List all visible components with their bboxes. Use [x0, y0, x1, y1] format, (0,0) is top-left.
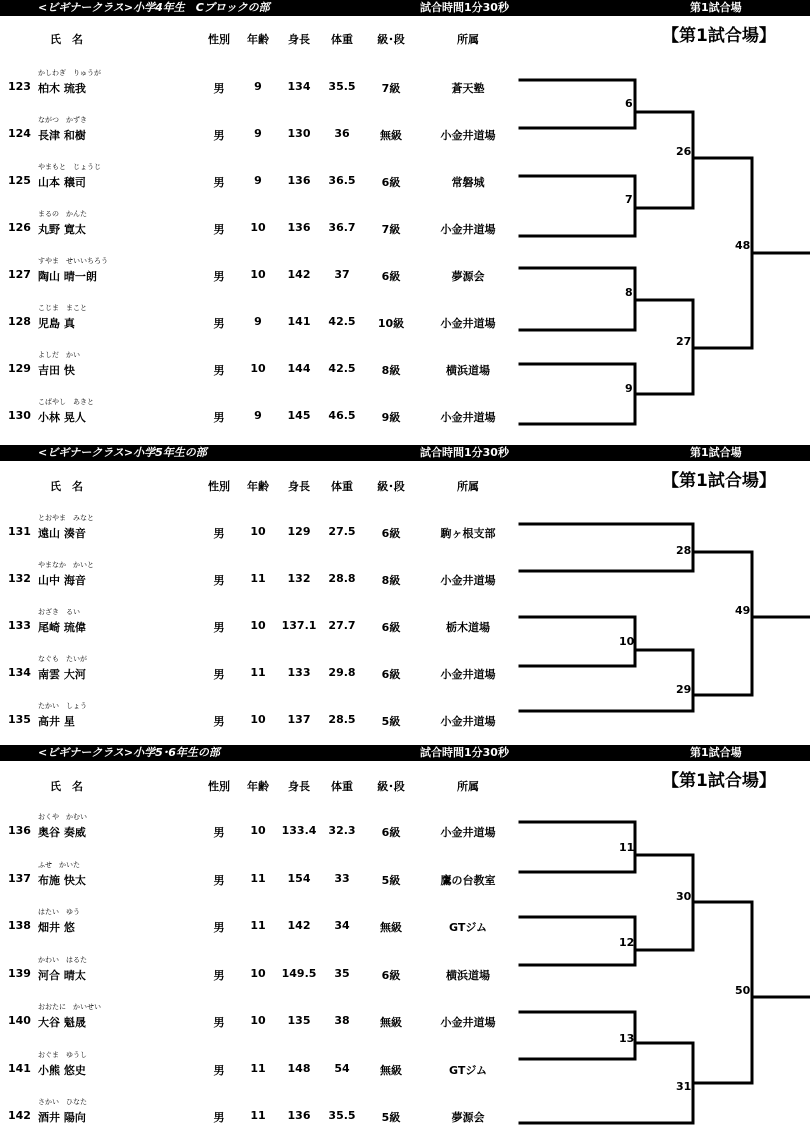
match-number: 6: [625, 97, 633, 110]
entry-gender: 男: [213, 129, 225, 142]
header-rank: 級･段: [377, 33, 405, 46]
entry-height: 133: [287, 666, 311, 679]
entry-weight: 35.5: [328, 80, 356, 93]
entry-rank: 5級: [381, 873, 401, 887]
entry-number: 133: [8, 619, 31, 632]
entry-affiliation: 横浜道場: [446, 968, 490, 982]
entry-rank: 5級: [381, 1111, 401, 1124]
entry-name: 南雲 大河: [38, 668, 86, 681]
header-affiliation: 所属: [457, 780, 479, 793]
entry-age: 10: [250, 966, 266, 980]
entry-name: 吉田 快: [38, 364, 75, 377]
entry-furigana: まるの かんた: [38, 210, 87, 218]
entry-age: 10: [250, 713, 266, 726]
match-number: 31: [676, 1080, 692, 1093]
entry-number: 138: [8, 919, 31, 932]
entry-rank: 6級: [381, 176, 401, 189]
entry-age: 9: [254, 174, 262, 187]
entry-furigana: おおたに かいせい: [38, 1003, 101, 1011]
entry-name: 尾崎 琉偉: [38, 621, 86, 634]
entry-age: 10: [250, 362, 266, 375]
entry-name: 児島 真: [38, 317, 75, 330]
match-number: 11: [619, 841, 635, 854]
match-number: 50: [735, 984, 751, 997]
entry-height: 134: [287, 80, 311, 93]
entry-weight: 36: [334, 127, 350, 140]
entry-weight: 27.5: [328, 525, 356, 538]
entry-gender: 男: [213, 621, 225, 634]
section-title: <ビギナークラス>小学4年生 Cブロックの部: [38, 1, 270, 14]
header-rank: 級･段: [377, 480, 405, 493]
header-name: 氏 名: [50, 480, 83, 493]
entry-age: 10: [250, 268, 266, 281]
entry-age: 9: [254, 80, 262, 93]
bracket: [0, 445, 810, 745]
entry-height: 133.4: [281, 824, 317, 837]
entry-age: 10: [250, 824, 266, 837]
entry-height: 149.5: [281, 966, 317, 980]
entry-age: 11: [250, 871, 266, 885]
entry-furigana: さかい ひなた: [38, 1098, 87, 1106]
entry-furigana: すやま せいいちろう: [38, 257, 108, 265]
arena-label: 【第1試合場】: [662, 771, 776, 791]
header-affiliation: 所属: [457, 480, 479, 493]
header-age: 年齢: [247, 780, 269, 793]
bracket: [0, 0, 810, 445]
entry-rank: 6級: [381, 968, 401, 982]
entry-rank: 6級: [381, 826, 401, 839]
entry-weight: 36.5: [328, 174, 356, 187]
entry-age: 11: [250, 572, 266, 585]
entry-furigana: かしわぎ りゅうが: [38, 69, 101, 77]
entry-weight: 54: [334, 1061, 350, 1075]
header-affiliation: 所属: [457, 33, 479, 46]
match-number: 12: [619, 936, 635, 949]
match-time: 試合時間1分30秒: [420, 1, 509, 14]
entry-number: 125: [8, 174, 31, 187]
entry-height: 135: [287, 1014, 311, 1027]
header-gender: 性別: [208, 780, 230, 793]
entry-number: 141: [8, 1061, 31, 1075]
entry-name: 山本 穣司: [38, 176, 86, 189]
entry-name: 柏木 琉我: [38, 82, 86, 95]
entry-furigana: おくや かむい: [38, 813, 87, 821]
arena-label: 【第1試合場】: [662, 26, 776, 46]
header-weight: 体重: [331, 780, 353, 793]
entry-affiliation: 鷹の台教室: [440, 873, 496, 887]
entry-furigana: おざき るい: [38, 608, 80, 616]
entry-height: 137: [287, 713, 311, 726]
entry-name: 布施 快太: [38, 873, 86, 887]
match-number: 8: [625, 286, 633, 299]
entry-gender: 男: [213, 826, 225, 839]
entry-gender: 男: [213, 317, 225, 330]
entry-age: 10: [250, 1014, 266, 1027]
entry-affiliation: 小金井道場: [440, 317, 496, 330]
match-time: 試合時間1分30秒: [420, 446, 509, 459]
entry-affiliation: 小金井道場: [440, 129, 496, 142]
entry-furigana: ながつ かずき: [38, 116, 87, 124]
match-number: 26: [676, 145, 692, 158]
entry-furigana: こばやし あきと: [38, 398, 94, 406]
entry-age: 9: [254, 409, 262, 422]
entry-furigana: やまなか かいと: [38, 561, 94, 569]
entry-gender: 男: [213, 1016, 225, 1029]
entry-gender: 男: [213, 411, 225, 424]
arena-label-small: 第1試合場: [690, 1, 742, 14]
entry-height: 136: [287, 174, 311, 187]
entry-gender: 男: [213, 1063, 225, 1077]
entry-number: 128: [8, 315, 31, 328]
entry-weight: 33: [334, 871, 350, 885]
entry-furigana: ふせ かいた: [38, 860, 80, 869]
entry-gender: 男: [213, 968, 225, 982]
entry-affiliation: 横浜道場: [446, 364, 490, 377]
entry-affiliation: 夢源会: [451, 270, 485, 283]
entry-height: 129: [287, 525, 311, 538]
header-weight: 体重: [331, 480, 353, 493]
match-time: 試合時間1分30秒: [420, 746, 509, 759]
entry-rank: 6級: [381, 621, 401, 634]
entry-height: 148: [287, 1061, 311, 1075]
entry-affiliation: 常磐城: [451, 176, 485, 189]
entry-age: 11: [250, 1109, 266, 1122]
entry-age: 10: [250, 525, 266, 538]
entry-gender: 男: [213, 1111, 225, 1124]
entry-rank: 無級: [380, 1016, 402, 1029]
entry-rank: 5級: [381, 715, 401, 728]
entry-weight: 37: [334, 268, 350, 281]
entry-gender: 男: [213, 223, 225, 236]
match-number: 7: [625, 193, 633, 206]
entry-rank: 7級: [381, 223, 401, 236]
section-title: <ビギナークラス>小学5･6年生の部: [38, 746, 220, 759]
entry-name: 陶山 晴一朗: [38, 270, 97, 283]
entry-weight: 42.5: [328, 362, 356, 375]
entry-furigana: かわい はるた: [38, 955, 87, 964]
entry-affiliation: 駒ヶ根支部: [440, 527, 496, 540]
match-number: 29: [676, 683, 692, 696]
entry-weight: 46.5: [328, 409, 356, 422]
match-number: 10: [619, 635, 635, 648]
entry-number: 123: [8, 80, 31, 93]
entry-name: 河合 晴太: [38, 968, 86, 982]
entry-name: 高井 星: [38, 715, 75, 728]
bracket: [0, 745, 810, 1130]
entry-number: 130: [8, 409, 31, 422]
match-number: 48: [735, 239, 751, 252]
entry-name: 奥谷 奏威: [38, 826, 86, 839]
entry-height: 142: [287, 268, 311, 281]
entry-rank: 7級: [381, 82, 401, 95]
entry-name: 小林 晃人: [38, 411, 86, 424]
header-weight: 体重: [331, 33, 353, 46]
entry-weight: 29.8: [328, 666, 356, 679]
header-height: 身長: [288, 33, 310, 46]
entry-rank: 無級: [380, 921, 402, 934]
entry-name: 長津 和樹: [38, 129, 86, 142]
entry-age: 11: [250, 919, 266, 932]
entry-furigana: おぐま ゆうし: [38, 1050, 87, 1059]
entry-rank: 10級: [377, 317, 405, 330]
entry-gender: 男: [213, 715, 225, 728]
entry-weight: 32.3: [328, 824, 356, 837]
header-height: 身長: [288, 480, 310, 493]
header-age: 年齢: [247, 33, 269, 46]
entry-number: 124: [8, 127, 31, 140]
entry-height: 132: [287, 572, 311, 585]
entry-rank: 無級: [380, 129, 402, 142]
section-grade5: [0, 445, 810, 745]
entry-furigana: はたい ゆう: [38, 908, 80, 916]
match-number: 49: [735, 604, 751, 617]
entry-affiliation: GTジム: [449, 921, 487, 934]
match-number: 28: [676, 544, 692, 557]
entry-furigana: よしだ かい: [38, 351, 80, 359]
entry-rank: 9級: [381, 411, 401, 424]
section-title: <ビギナークラス>小学5年生の部: [38, 446, 207, 459]
entry-rank: 6級: [381, 527, 401, 540]
entry-affiliation: 小金井道場: [440, 574, 496, 587]
entry-gender: 男: [213, 921, 225, 934]
entry-gender: 男: [213, 364, 225, 377]
entry-furigana: こじま まこと: [38, 304, 87, 312]
match-number: 9: [625, 382, 633, 395]
entry-name: 丸野 寛太: [38, 223, 86, 236]
entry-weight: 27.7: [328, 619, 356, 632]
entry-age: 9: [254, 315, 262, 328]
entry-rank: 無級: [380, 1063, 402, 1077]
entry-age: 10: [250, 619, 266, 632]
entry-weight: 28.5: [328, 713, 356, 726]
entry-height: 142: [287, 919, 311, 932]
entry-height: 144: [287, 362, 311, 375]
entry-gender: 男: [213, 176, 225, 189]
entry-furigana: たかい しょう: [38, 702, 87, 710]
entry-gender: 男: [213, 82, 225, 95]
entry-gender: 男: [213, 270, 225, 283]
header-height: 身長: [288, 780, 310, 793]
entry-age: 9: [254, 127, 262, 140]
entry-number: 139: [8, 966, 31, 980]
entry-affiliation: 小金井道場: [440, 668, 496, 681]
entry-weight: 34: [334, 919, 350, 932]
entry-number: 126: [8, 221, 31, 234]
entry-number: 134: [8, 666, 31, 679]
arena-label-small: 第1試合場: [690, 446, 742, 459]
header-name: 氏 名: [50, 33, 83, 46]
header-rank: 級･段: [377, 780, 405, 793]
entry-height: 137.1: [281, 619, 317, 632]
match-number: 13: [619, 1032, 635, 1045]
entry-affiliation: 栃木道場: [446, 621, 490, 634]
entry-rank: 6級: [381, 668, 401, 681]
entry-furigana: なぐも たいが: [38, 655, 87, 663]
entry-gender: 男: [213, 873, 225, 887]
entry-furigana: とおやま みなと: [38, 514, 94, 522]
entry-weight: 38: [334, 1014, 350, 1027]
entry-height: 145: [287, 409, 311, 422]
entry-height: 130: [287, 127, 311, 140]
entry-rank: 6級: [381, 270, 401, 283]
entry-rank: 8級: [381, 364, 401, 377]
entry-weight: 35.5: [328, 1109, 356, 1122]
entry-height: 136: [287, 221, 311, 234]
arena-label: 【第1試合場】: [662, 471, 776, 491]
header-age: 年齢: [247, 480, 269, 493]
entry-gender: 男: [213, 527, 225, 540]
entry-furigana: やまもと じょうじ: [38, 163, 101, 171]
entry-name: 山中 海音: [38, 574, 86, 587]
entry-number: 140: [8, 1014, 31, 1027]
entry-number: 142: [8, 1109, 31, 1122]
entry-name: 畑井 悠: [38, 921, 75, 934]
entry-number: 127: [8, 268, 31, 281]
section-grade4: [0, 0, 810, 445]
entry-age: 11: [250, 666, 266, 679]
entry-number: 135: [8, 713, 31, 726]
entry-weight: 35: [334, 966, 350, 980]
header-gender: 性別: [208, 33, 230, 46]
match-number: 27: [676, 335, 692, 348]
section-grade5-6: [0, 745, 810, 1130]
match-number: 30: [676, 890, 692, 903]
entry-weight: 28.8: [328, 572, 356, 585]
arena-label-small: 第1試合場: [690, 746, 742, 759]
entry-affiliation: 蒼天塾: [451, 82, 485, 95]
entry-affiliation: 小金井道場: [440, 826, 496, 839]
entry-number: 132: [8, 572, 31, 585]
entry-number: 137: [8, 871, 31, 885]
header-name: 氏 名: [50, 780, 83, 793]
entry-age: 11: [250, 1061, 266, 1075]
entry-height: 141: [287, 315, 311, 328]
entry-affiliation: 小金井道場: [440, 715, 496, 728]
entry-affiliation: 小金井道場: [440, 1016, 496, 1029]
header-gender: 性別: [208, 480, 230, 493]
entry-gender: 男: [213, 574, 225, 587]
entry-name: 遠山 湊音: [38, 527, 86, 540]
entry-affiliation: GTジム: [449, 1063, 487, 1077]
entry-number: 131: [8, 525, 31, 538]
entry-name: 小熊 悠史: [38, 1063, 86, 1077]
entry-affiliation: 小金井道場: [440, 223, 496, 236]
entry-affiliation: 夢源会: [451, 1111, 485, 1124]
entry-gender: 男: [213, 668, 225, 681]
entry-name: 酒井 陽向: [38, 1111, 86, 1124]
entry-height: 154: [287, 871, 311, 885]
entry-number: 129: [8, 362, 31, 375]
entry-affiliation: 小金井道場: [440, 411, 496, 424]
entry-number: 136: [8, 824, 31, 837]
entry-rank: 8級: [381, 574, 401, 587]
entry-age: 10: [250, 221, 266, 234]
entry-name: 大谷 魁晟: [38, 1016, 86, 1029]
entry-height: 136: [287, 1109, 311, 1122]
entry-weight: 36.7: [328, 221, 356, 234]
entry-weight: 42.5: [328, 315, 356, 328]
